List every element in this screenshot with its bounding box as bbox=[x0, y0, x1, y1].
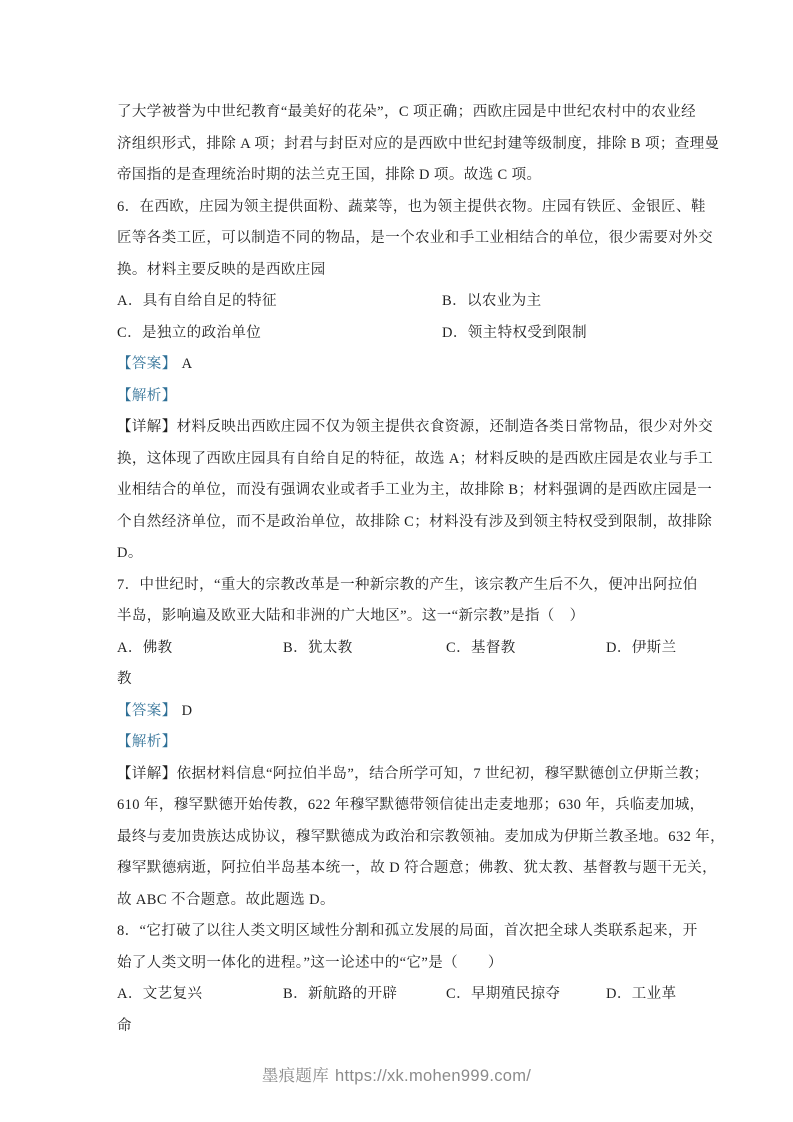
question-7-detail-line: 故 ABC 不合题意。故此题选 D。 bbox=[117, 891, 335, 908]
prev-explanation-line: 帝国指的是查理统治时期的法兰克王国，排除 D 项。故选 C 项。 bbox=[117, 167, 542, 183]
question-6-detail-line: 【详解】材料反映出西欧庄园不仅为领主提供衣食资源，还制造各类日常物品，很少对外交 bbox=[117, 419, 713, 435]
question-8-option-a: A．文艺复兴 bbox=[117, 986, 203, 1002]
question-6-options-row-1 bbox=[117, 286, 683, 318]
prev-explanation-line: 济组织形式，排除 A 项；封君与封臣对应的是西欧中世纪封建等级制度，排除 B 项；查理曼 bbox=[117, 135, 720, 152]
document-content bbox=[117, 97, 726, 1042]
answer-value: A bbox=[181, 356, 193, 372]
question-7-stem-line: 半岛，影响遍及欧亚大陆和非洲的广大地区”。这一“新宗教”是指（ ） bbox=[117, 608, 585, 624]
question-7-detail-line: 610 年，穆罕默德开始传教，622 年穆罕默德带领信徒出走麦地那；630 年，兵临麦加城， bbox=[117, 797, 705, 813]
question-8-option-c: C．早期殖民掠夺 bbox=[446, 986, 561, 1002]
question-7-option-d: D．伊斯兰 bbox=[606, 639, 677, 656]
footer-site-url[interactable]: https://xk.mohen999.com/ bbox=[335, 1067, 532, 1085]
question-7-stem-line: 7．中世纪时，“重大的宗教改革是一种新宗教的产生，该宗教产生后不久，便冲出阿拉伯 bbox=[117, 576, 698, 593]
question-7-option-a: A．佛教 bbox=[117, 639, 173, 656]
question-6-option-d: D．领主特权受到限制 bbox=[442, 324, 587, 341]
analysis-label: 【解析】 bbox=[117, 387, 177, 404]
question-6-detail-line: 换，这体现了西欧庄园具有自给自足的特征，故选 A；材料反映的是西欧庄园是农业与手工 bbox=[117, 450, 713, 467]
footer-site-name: 墨痕题库 bbox=[261, 1067, 330, 1085]
question-7-option-d-wrap: 教 bbox=[117, 671, 132, 687]
answer-label: 【答案】 bbox=[117, 356, 177, 372]
question-6-stem-line: 匠等各类工匠，可以制造不同的物品，是一个农业和手工业相结合的单位，很少需要对外交 bbox=[117, 230, 713, 246]
prev-explanation-line: 了大学被誉为中世纪教育“最美好的花朵”，C 项正确；西欧庄园是中世纪农村中的农业经 bbox=[117, 104, 697, 120]
question-7-detail-line: 【详解】依据材料信息“阿拉伯半岛”，结合所学可知，7 世纪初，穆罕默德创立伊斯兰教； bbox=[117, 765, 709, 782]
question-6-stem-line: 换。材料主要反映的是西欧庄园 bbox=[117, 261, 326, 278]
question-6-answer-line bbox=[117, 349, 683, 381]
question-6-options-row-2 bbox=[117, 318, 683, 350]
answer-value: D bbox=[181, 702, 193, 719]
question-7-detail-line: 最终与麦加贵族达成协议，穆罕默德成为政治和宗教领袖。麦加成为伊斯兰教圣地。632 年， bbox=[117, 828, 726, 845]
question-7-detail-line: 穆罕默德病逝，阿拉伯半岛基本统一，故 D 符合题意；佛教、犹太教、基督教与题干无关， bbox=[117, 860, 718, 876]
question-6-option-a: A．具有自给自足的特征 bbox=[117, 293, 277, 309]
question-8-stem-line: 始了人类文明一体化的进程。”这一论述中的“它”是（ ） bbox=[117, 954, 503, 971]
answer-label: 【答案】 bbox=[117, 702, 177, 719]
question-7-options-row bbox=[117, 633, 683, 665]
question-6-stem-line: 6．在西欧，庄园为领主提供面粉、蔬菜等，也为领主提供衣物。庄园有铁匠、金银匠、鞋 bbox=[117, 198, 706, 215]
question-7-analysis-line bbox=[117, 727, 683, 759]
question-7-answer-line bbox=[117, 696, 683, 728]
question-6-analysis-line bbox=[117, 381, 683, 413]
analysis-label: 【解析】 bbox=[117, 734, 177, 750]
question-6-detail-line: 业相结合的单位，而没有强调农业或者手工业为主，故排除 B；材料强调的是西欧庄园是一 bbox=[117, 482, 713, 498]
question-6-option-c: C．是独立的政治单位 bbox=[117, 324, 262, 341]
question-6-detail-line: D。 bbox=[117, 545, 143, 561]
question-8-option-d-wrap: 命 bbox=[117, 1017, 132, 1034]
question-8-option-d: D．工业革 bbox=[606, 986, 677, 1002]
question-6-option-b: B．以农业为主 bbox=[442, 293, 542, 309]
question-7-option-b: B．犹太教 bbox=[283, 639, 353, 656]
question-6-detail-line: 个自然经济单位，而不是政治单位，故排除 C；材料没有涉及到领主特权受到限制，故排除 bbox=[117, 513, 713, 530]
question-7-option-c: C．基督教 bbox=[446, 639, 516, 656]
page-footer bbox=[0, 1062, 793, 1086]
question-8-options-row bbox=[117, 979, 683, 1011]
question-8-stem-line: 8．“它打破了以往人类文明区域性分割和孤立发展的局面，首次把全球人类联系起来，开 bbox=[117, 923, 698, 939]
question-8-option-b: B．新航路的开辟 bbox=[283, 986, 398, 1002]
